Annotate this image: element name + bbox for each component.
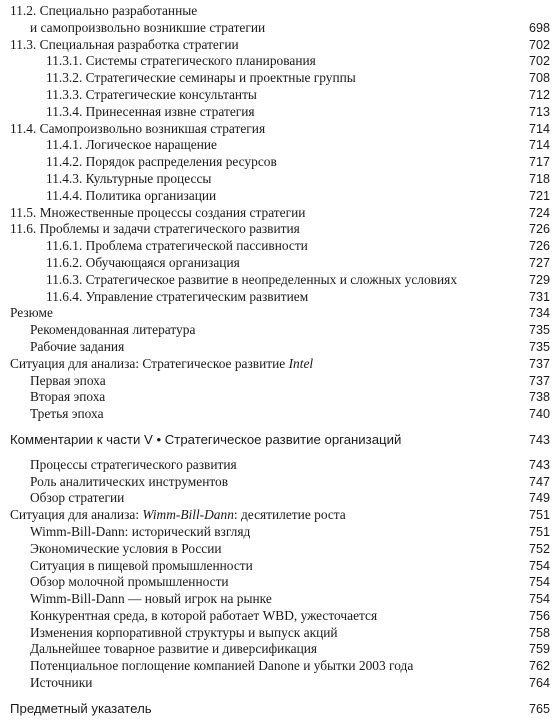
toc-entry [10, 591, 550, 608]
toc-entry [10, 457, 550, 474]
toc-page-number: 727 [528, 255, 550, 270]
toc-entry [10, 37, 550, 54]
toc-entry-title: Обзор молочной промышленности [30, 574, 229, 590]
toc-entry [10, 507, 550, 524]
toc-entry-title: Источники [30, 675, 93, 691]
toc-entry [10, 574, 550, 591]
toc-entry [10, 658, 550, 675]
toc-entry-title: Потенциальное поглощение компанией Danone и убытки 2003 года [30, 658, 414, 674]
toc-entry-title: Резюме [10, 305, 53, 321]
toc-page-number: 717 [528, 155, 550, 170]
toc-page-number: 726 [528, 222, 550, 237]
toc-entry [10, 255, 550, 272]
toc-entry [10, 474, 550, 491]
toc-entry-title: Конкурентная среда, в которой работает WBD, ужесточается [30, 607, 378, 623]
toc-entry [10, 20, 550, 37]
toc-entry [10, 104, 550, 121]
toc-page-number: 708 [528, 71, 550, 86]
toc-page-number: 737 [528, 373, 550, 388]
toc-entry [10, 137, 550, 154]
toc-entry-title: Предметный указатель [10, 700, 152, 716]
toc-entry [10, 373, 550, 390]
toc-page-number: 743 [528, 457, 550, 472]
toc-entry [10, 339, 550, 356]
toc-entry [10, 154, 550, 171]
toc-entry [10, 188, 550, 205]
toc-page-number: 738 [528, 390, 550, 405]
toc-entry-title: 11.4.1. Логическое наращение [46, 137, 217, 153]
toc-entry [10, 3, 550, 20]
toc-page-number: 754 [528, 575, 550, 590]
toc-page-number: 713 [528, 104, 550, 119]
toc-page-number: 747 [528, 474, 550, 489]
toc-entry-title: Wimm-Bill-Dann — новый игрок на рынке [30, 591, 272, 607]
toc-entry-title: 11.6.1. Проблема стратегической пассивности [46, 238, 308, 254]
toc-page-number: 764 [528, 676, 550, 691]
toc-page-number: 698 [528, 20, 550, 35]
toc-entry-title: Wimm-Bill-Dann: исторический взгляд [30, 523, 251, 539]
toc-entry-title: Изменения корпоративной структуры и выпуск акций [30, 624, 338, 640]
toc-entry-title: 11.3.2. Стратегические семинары и проектные группы [46, 70, 356, 86]
toc-entry [10, 238, 550, 255]
toc-page-number: 714 [528, 138, 550, 153]
toc-entry-title: и самопроизвольно возникшие стратегии [30, 19, 266, 35]
toc-entry [10, 432, 550, 449]
toc-page-number: 702 [528, 54, 550, 69]
toc-entry [10, 701, 550, 718]
toc-entry-title: 11.4.3. Культурные процессы [46, 170, 212, 186]
toc-entry-title: 11.3.4. Принесенная извне стратегия [46, 103, 255, 119]
toc-entry [10, 558, 550, 575]
toc-entry [10, 322, 550, 339]
toc-entry [10, 490, 550, 507]
toc-entry [10, 272, 550, 289]
toc-entry [10, 221, 550, 238]
toc-entry-title: Роль аналитических инструментов [30, 473, 229, 489]
toc-entry [10, 356, 550, 373]
toc-entry-title: 11.6.4. Управление стратегическим развитием [46, 288, 309, 304]
toc-entry-title: 11.4.4. Политика организации [46, 187, 217, 203]
toc-page-number: 756 [528, 608, 550, 623]
toc-entry-title: 11.2. Специально разработанные [10, 3, 198, 18]
toc-entry-title: Рабочие задания [30, 338, 125, 354]
toc-entry-title: Первая эпоха [30, 372, 106, 388]
toc-entry-title: Ситуация для анализа: Стратегическое развитие Intel [10, 355, 314, 371]
toc-page-number: 712 [528, 87, 550, 102]
toc-entry [10, 541, 550, 558]
toc-entry-title: 11.3.3. Стратегические консультанты [46, 86, 257, 102]
toc-page-number: 729 [528, 272, 550, 287]
toc-page-number: 751 [528, 508, 550, 523]
toc-entry-title: 11.3.1. Системы стратегического планирования [46, 53, 316, 69]
toc-entry-title: Экономические условия в России [30, 540, 222, 556]
toc-entry-title: 11.3. Специальная разработка стратегии [10, 36, 239, 52]
toc-entry-title: 11.4.2. Порядок распределения ресурсов [46, 154, 277, 170]
toc-spacer [10, 692, 550, 701]
toc-entry-title: 11.6.2. Обучающаяся организация [46, 254, 240, 270]
toc-entry-title: Вторая эпоха [30, 389, 106, 405]
toc-entry [10, 70, 550, 87]
toc-page-number: 714 [528, 121, 550, 136]
toc-spacer [10, 423, 550, 432]
toc-entry [10, 675, 550, 692]
toc-entry-title: Ситуация для анализа: Wimm-Bill-Dann: десятилетие роста [10, 507, 346, 523]
toc-page-number: 765 [528, 701, 550, 716]
toc-entry [10, 121, 550, 138]
toc-entry-title: Процессы стратегического развития [30, 456, 237, 472]
toc-page-number: 702 [528, 37, 550, 52]
toc-entry [10, 389, 550, 406]
toc-spacer [10, 449, 550, 457]
toc-page-number: 734 [528, 306, 550, 321]
toc-entry-title: Обзор стратегии [30, 490, 125, 506]
toc-page-number: 735 [528, 323, 550, 338]
toc-page-number: 735 [528, 339, 550, 354]
toc-entry [10, 608, 550, 625]
toc-page-number: 740 [528, 407, 550, 422]
toc-page-number: 754 [528, 558, 550, 573]
toc-page-number: 737 [528, 356, 550, 371]
toc-entry [10, 171, 550, 188]
toc-page-number: 718 [528, 171, 550, 186]
toc-entry [10, 625, 550, 642]
toc-page-number: 754 [528, 592, 550, 607]
toc-entry-title: Третья эпоха [30, 406, 104, 422]
toc-page-number: 752 [528, 541, 550, 556]
toc-entry-title: Ситуация в пищевой промышленности [30, 557, 253, 573]
toc-entry-title: 11.4. Самопроизвольно возникшая стратегия [10, 120, 266, 136]
toc-entry [10, 53, 550, 70]
toc-page-number: 759 [528, 642, 550, 657]
toc-entry [10, 524, 550, 541]
toc-entry-title: Рекомендованная литература [30, 322, 196, 338]
toc-entry [10, 641, 550, 658]
toc-entry [10, 406, 550, 423]
toc-page-number: 724 [528, 205, 550, 220]
toc-entry-title: 11.6. Проблемы и задачи стратегического развития [10, 221, 300, 237]
toc-entry-title: 11.6.3. Стратегическое развитие в неопределенных и сложных условиях [46, 271, 458, 287]
toc-entry [10, 289, 550, 306]
toc-page-number: 751 [528, 524, 550, 539]
toc-page-number: 731 [528, 289, 550, 304]
toc-entry-title: 11.5. Множественные процессы создания стратегии [10, 204, 306, 220]
toc-entry-title: Комментарии к части V • Стратегическое развитие организаций [10, 431, 402, 447]
toc-entry [10, 87, 550, 104]
toc-entry-title: Дальнейшее товарное развитие и диверсификация [30, 641, 318, 657]
toc-page-number: 749 [528, 491, 550, 506]
toc-page-number: 762 [528, 659, 550, 674]
toc-page-number: 758 [528, 625, 550, 640]
toc-entry [10, 305, 550, 322]
toc-page-number: 743 [528, 432, 550, 447]
toc-page-number: 721 [528, 188, 550, 203]
toc-page-number: 726 [528, 239, 550, 254]
toc-entry [10, 205, 550, 222]
